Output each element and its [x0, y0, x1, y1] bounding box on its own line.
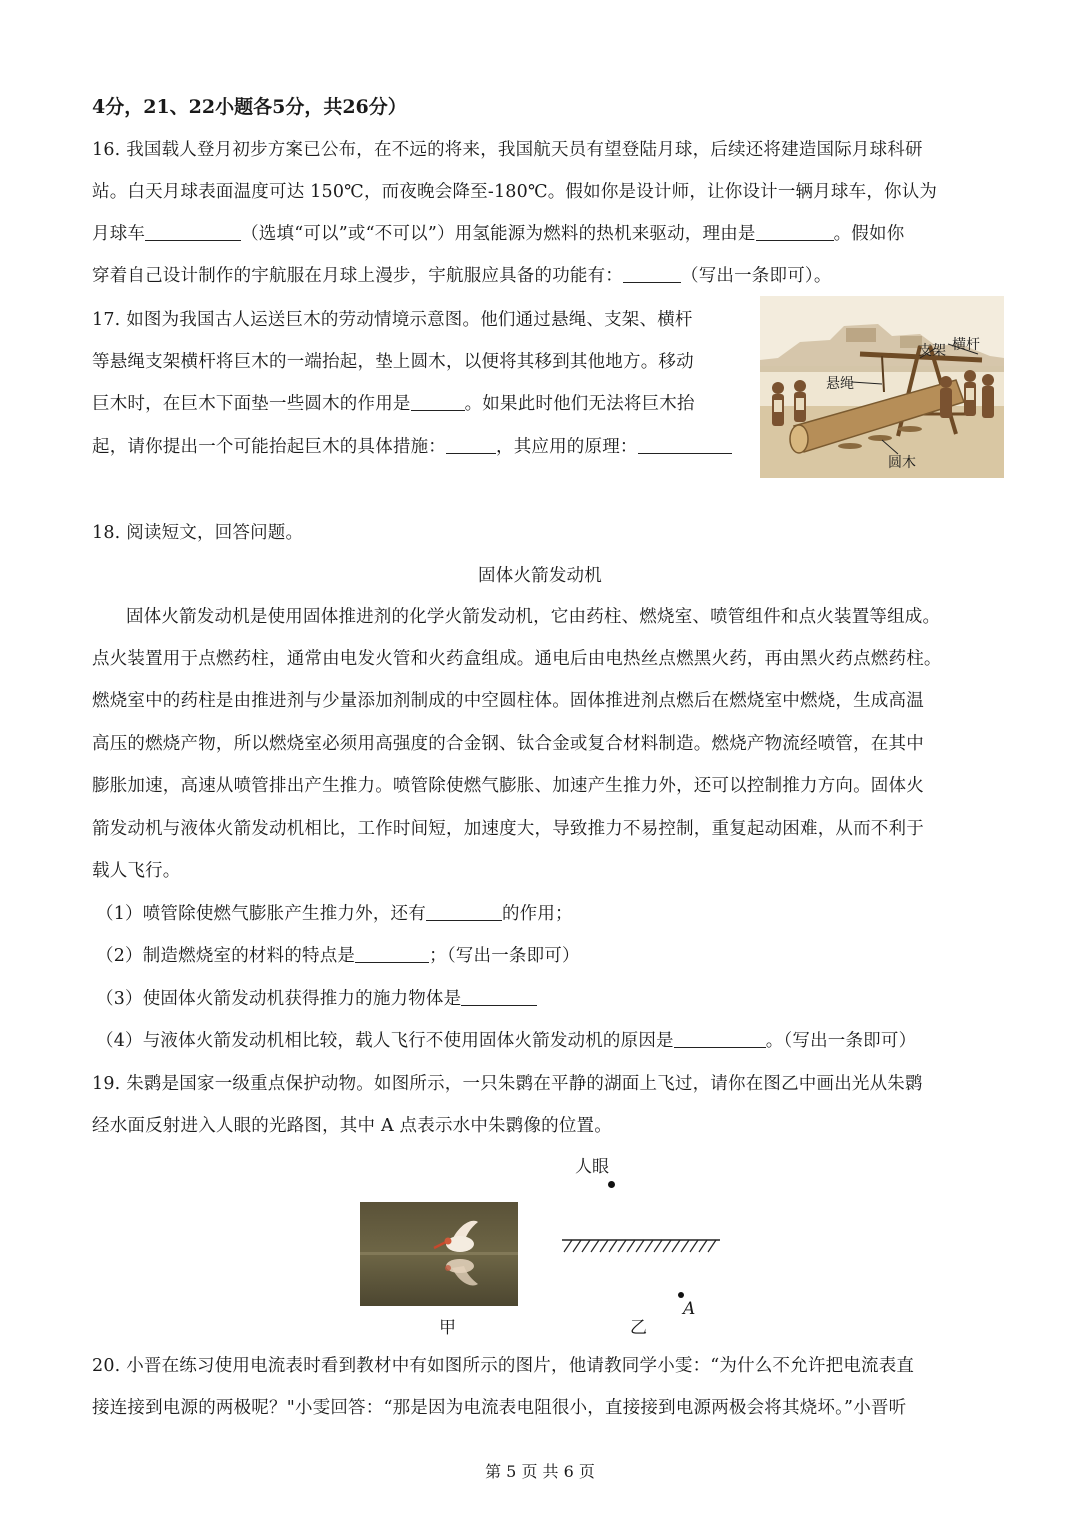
- q18-para-line: 燃烧室中的药柱是由推进剂与少量添加剂制成的中空圆柱体。固体推进剂点燃后在燃烧室中燃烧，生成高温: [92, 691, 924, 711]
- q18-sub-4: [96, 1027, 916, 1052]
- q16-line-3: [92, 220, 904, 245]
- giant-log-illustration: [760, 296, 1004, 478]
- q20-line-1: 20. 小晋在练习使用电流表时看到教材中有如图所示的图片，他请教同学小雯：“为什么不允许把电流表直: [92, 1356, 915, 1376]
- q16-line-4: [92, 262, 832, 287]
- q16-line-2: 站。白天月球表面温度可达 150℃，而夜晚会降至-180℃。假如你是设计师，让你设计一辆月球车，你认为: [92, 182, 938, 202]
- q16-line3-part-a: 月球车: [92, 224, 146, 244]
- log-label: 圆木: [888, 455, 916, 471]
- page-number: 第 5 页 共 6 页: [485, 1462, 595, 1481]
- q16-line3-part-b: （选填“可以”或“不可以”）用氢能源为燃料的热机来驱动，理由是: [241, 224, 756, 244]
- eye-label: 人眼: [575, 1157, 609, 1177]
- q18-para-line: 箭发动机与液体火箭发动机相比，工作时间短，加速度大，导致推力不易控制，重复起动困难，从而不利于: [92, 819, 924, 839]
- q18-sub-3: [96, 985, 537, 1010]
- q18-intro: 18. 阅读短文，回答问题。: [92, 523, 304, 543]
- q18-para-line: 膨胀加速，高速从喷管排出产生推力。喷管除使燃气膨胀、加速产生推力外，还可以控制推力方向。固体火: [92, 776, 924, 796]
- point-a-label: A: [683, 1299, 696, 1319]
- answer-blank[interactable]: [674, 1030, 766, 1049]
- answer-blank[interactable]: [411, 393, 465, 412]
- q20-line-2: 接连接到电源的两极呢？"小雯回答：“那是因为电流表电阻很小，直接接到电源两极会将其烧坏。”小晋听: [92, 1398, 907, 1418]
- q17-line-1: 17. 如图为我国古人运送巨木的劳动情境示意图。他们通过悬绳、支架、横杆: [92, 310, 693, 330]
- q17-line-4: [92, 433, 732, 458]
- q18-sub4-part-a: （4）与液体火箭发动机相比较，载人飞行不使用固体火箭发动机的原因是: [96, 1031, 674, 1051]
- q18-article-title: 固体火箭发动机: [478, 566, 602, 586]
- q17-line-3: [92, 390, 695, 415]
- image-point-a: [678, 1292, 684, 1298]
- q16-line4-part-a: 穿着自己设计制作的宇航服在月球上漫步，宇航服应具备的功能有：: [92, 266, 623, 286]
- q19-line-2: 经水面反射进入人眼的光路图，其中 A 点表示水中朱鹮像的位置。: [92, 1116, 612, 1136]
- q17-line3-part-b: 。如果此时他们无法将巨木抬: [464, 394, 695, 414]
- answer-blank[interactable]: [638, 436, 732, 455]
- eye-point: [608, 1181, 615, 1188]
- answer-blank[interactable]: [446, 436, 496, 455]
- q18-sub1-part-a: （1）喷管除使燃气膨胀产生推力外，还有: [96, 904, 426, 924]
- q19-line-1: 19. 朱鹮是国家一级重点保护动物。如图所示，一只朱鹮在平静的湖面上飞过，请你在图乙中画出光从朱鹮: [92, 1074, 923, 1094]
- answer-blank[interactable]: [756, 223, 834, 242]
- answer-blank[interactable]: [426, 903, 502, 922]
- stand-label: 支架: [918, 343, 946, 359]
- rope-label: 悬绳: [826, 376, 854, 392]
- figure-a-caption: 甲: [439, 1318, 456, 1338]
- q18-sub3-part-a: （3）使固体火箭发动机获得推力的施力物体是: [96, 989, 462, 1009]
- q18-sub4-part-b: 。（写出一条即可）: [765, 1031, 917, 1051]
- q18-para-line: 高压的燃烧产物，所以燃烧室必须用高强度的合金钢、钛合金或复合材料制造。燃烧产物流经喷管，在其中: [92, 734, 924, 754]
- q18-para-line: 载人飞行。: [92, 861, 181, 881]
- q17-line-2: 等悬绳支架横杆将巨木的一端抬起，垫上圆木，以便将其移到其他地方。移动: [92, 352, 694, 372]
- figure-b-caption: 乙: [630, 1318, 647, 1338]
- q17-line4-part-a: 起，请你提出一个可能抬起巨木的具体措施：: [92, 437, 446, 457]
- q18-sub-1: [96, 900, 573, 925]
- answer-blank[interactable]: [623, 265, 681, 284]
- crossbar-label: 横杆: [952, 337, 980, 353]
- q18-para-line: 固体火箭发动机是使用固体推进剂的化学火箭发动机，它由药柱、燃烧室、喷管组件和点火装置等组成。: [126, 607, 941, 627]
- q16-line-1: 16. 我国载人登月初步方案已公布，在不远的将来，我国航天员有望登陆月球，后续还将建造国际月球科研: [92, 140, 923, 160]
- answer-blank[interactable]: [145, 223, 241, 242]
- answer-blank[interactable]: [461, 988, 537, 1007]
- answer-blank[interactable]: [355, 945, 429, 964]
- q18-para-line: 点火装置用于点燃药柱，通常由电发火管和火药盒组成。通电后由电热丝点燃黑火药，再由黑火药点燃药柱。: [92, 649, 942, 669]
- water-surface-mirror: [560, 1238, 722, 1254]
- q18-sub-2: [96, 942, 580, 967]
- q18-sub2-part-b: ；（写出一条即可）: [429, 946, 580, 966]
- q16-line3-part-c: 。假如你: [833, 224, 905, 244]
- q18-sub1-part-b: 的作用；: [501, 904, 573, 924]
- ibis-photo: [360, 1202, 518, 1306]
- q17-line3-part-a: 巨木时，在巨木下面垫一些圆木的作用是: [92, 394, 411, 414]
- section-header: 4分，21、22小题各5分，共26分）: [92, 96, 407, 118]
- q18-sub2-part-a: （2）制造燃烧室的材料的特点是: [96, 946, 356, 966]
- q16-line4-part-b: （写出一条即可）。: [681, 266, 832, 286]
- q17-line4-part-b: ，其应用的原理：: [496, 437, 638, 457]
